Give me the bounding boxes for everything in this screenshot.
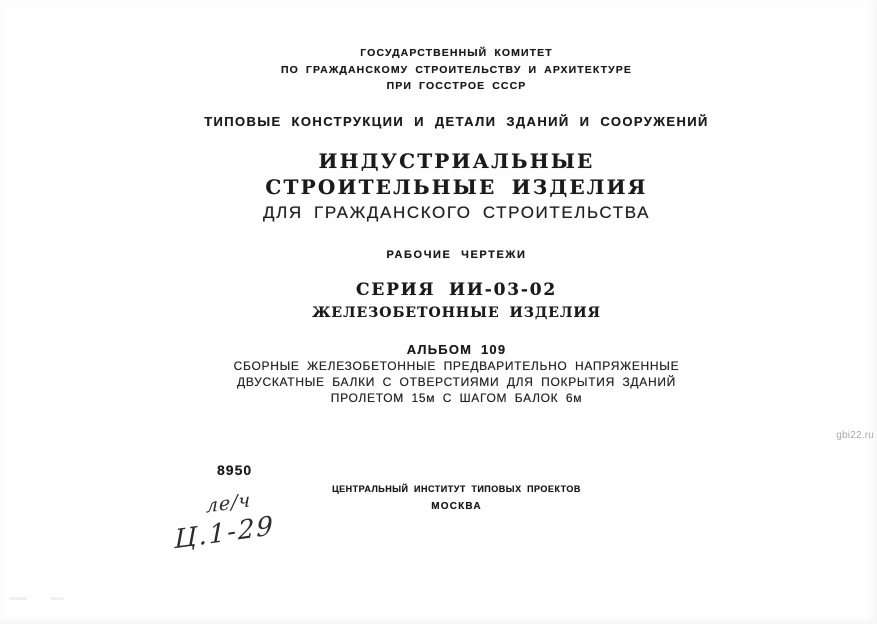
title-line-1: ИНДУСТРИАЛЬНЫЕ [318,149,595,173]
authority-line-1: ГОСУДАРСТВЕННЫЙ КОМИТЕТ [360,47,553,59]
scan-smudge [9,597,27,600]
site-watermark: gbi22.ru [836,430,874,441]
main-title [36,148,877,226]
scan-smudge [50,597,64,600]
title-line-3: ДЛЯ ГРАЖДАНСКОГО СТРОИТЕЛЬСТВА [262,203,651,222]
album-description-line-3: ПРОЛЕТОМ 15м С ШАГОМ БАЛОК 6м [330,391,583,405]
publisher-institute: ЦЕНТРАЛЬНЫЙ ИНСТИТУТ ТИПОВЫХ ПРОЕКТОВ [332,484,581,494]
catalog-code: 8950 [217,462,253,478]
handwritten-line-1: ле/ч [206,489,252,518]
series-designation [36,279,877,325]
album-description-line-1: СБОРНЫЕ ЖЕЛЕЗОБЕТОННЫЕ ПРЕДВАРИТЕЛЬНО НАПРЯЖЕННЫЕ [233,359,680,373]
document-series-heading: ТИПОВЫЕ КОНСТРУКЦИИ И ДЕТАЛИ ЗДАНИЙ И СООРУЖЕНИЙ [204,114,709,129]
publisher-city: МОСКВА [431,501,482,512]
series-number: СЕРИЯ ИИ-03-02 [356,280,557,300]
handwritten-line-2: Ц.1-29 [174,510,275,556]
album-description-line-2: ДВУСКАТНЫЕ БАЛКИ С ОТВЕРСТИЯМИ ДЛЯ ПОКРЫТИЯ ЗДАНИЙ [237,375,676,389]
series-products-label: ЖЕЛЕЗОБЕТОННЫЕ ИЗДЕЛИЯ [312,305,601,321]
authority-line-3: ПРИ ГОССТРОЕ СССР [386,80,527,92]
album-section [36,342,877,406]
working-drawings-label: РАБОЧИЕ ЧЕРТЕЖИ [386,249,527,261]
issuing-authority [36,45,877,95]
title-line-2: СТРОИТЕЛЬНЫЕ ИЗДЕЛИЯ [265,175,648,199]
publisher-block [36,481,877,518]
album-number: АЛЬБОМ 109 [406,342,507,357]
authority-line-2: ПО ГРАЖДАНСКОМУ СТРОИТЕЛЬСТВУ И АРХИТЕКТУРЕ [280,63,633,76]
